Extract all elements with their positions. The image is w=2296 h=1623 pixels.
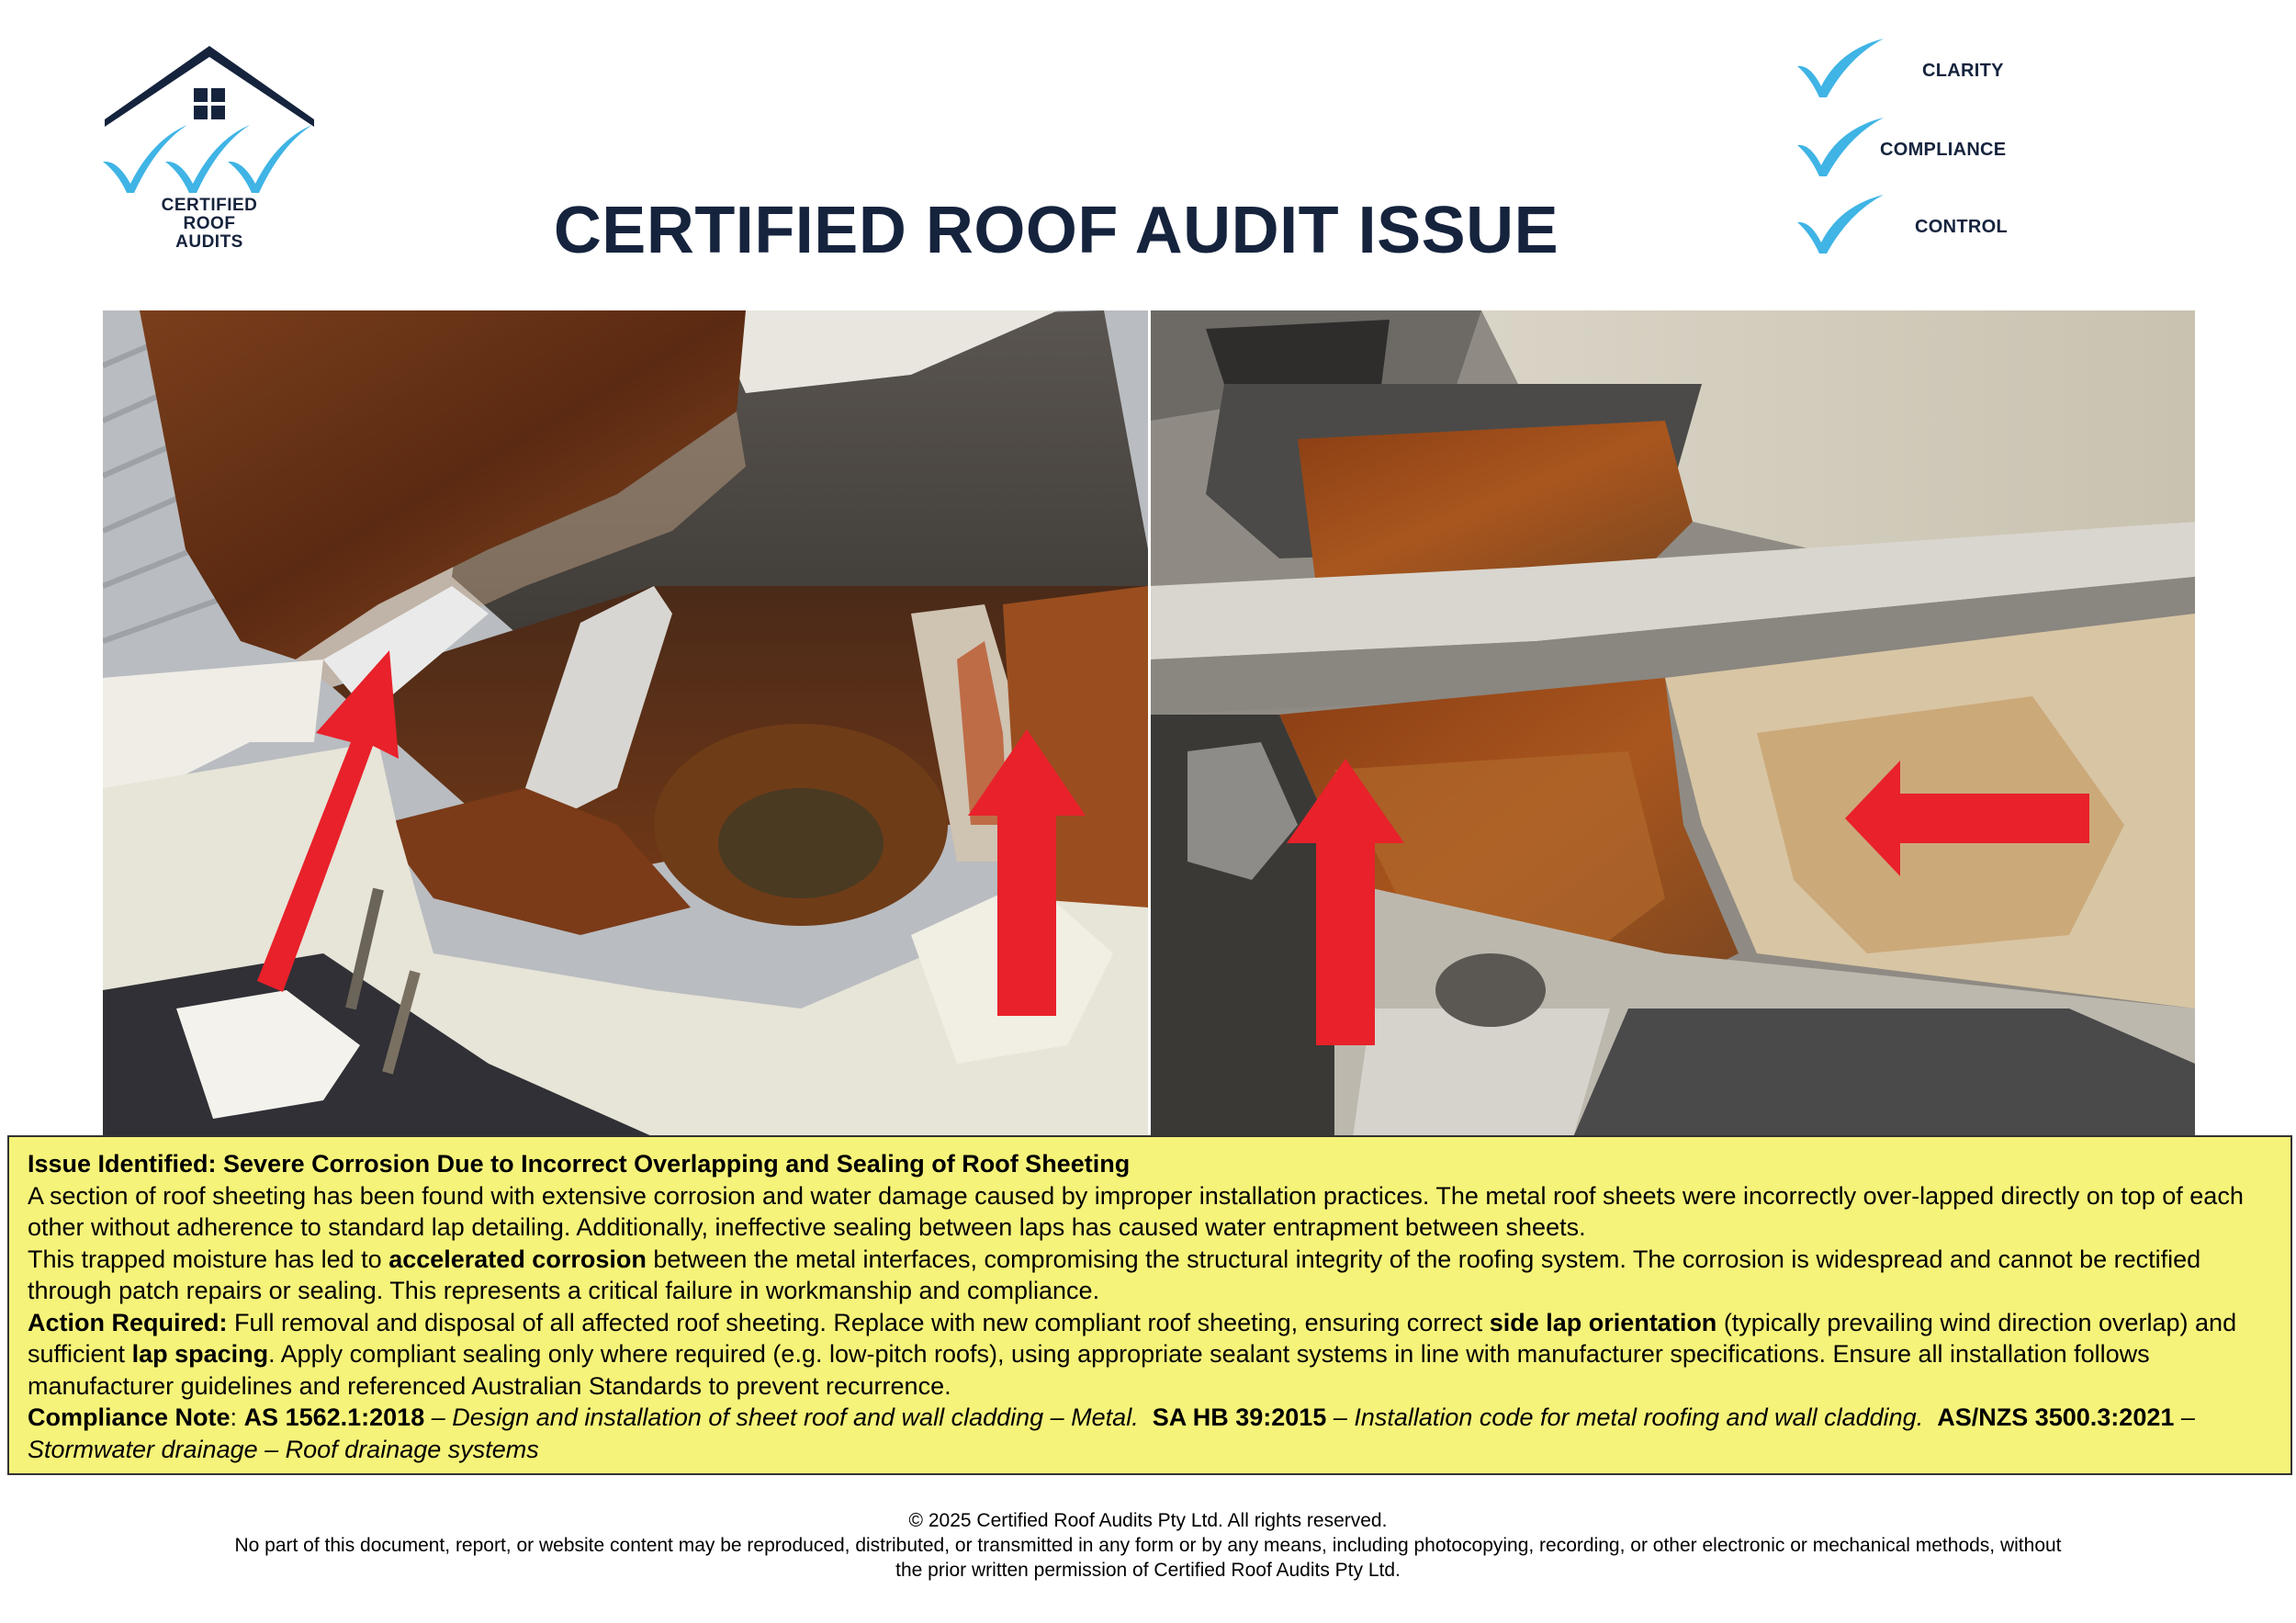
logo-line-2: ROOF	[183, 214, 236, 233]
check-icon	[1795, 35, 1887, 99]
compliance-colon: :	[230, 1403, 244, 1431]
compliance-note	[28, 1402, 2272, 1465]
check-icon	[1795, 191, 1887, 255]
photo-corroded-roof-laps-right	[1151, 310, 2195, 1137]
action-label: Action Required:	[28, 1308, 228, 1336]
pillar-label: COMPLIANCE	[1880, 140, 2007, 160]
rights-notice-line-1: No part of this document, report, or website content may be reproduced, distributed, or transmitted in any form or by any means, including photocopying, recording, or other electronic or mechanical methods, without	[234, 1535, 2062, 1556]
copyright-footer	[0, 1508, 2296, 1583]
pillar-label: CLARITY	[1922, 61, 2004, 81]
action-text-3: . Apply compliant sealing only where required (e.g. low-pitch roofs), using appropriate sealant systems in line with manufacturer specifications. Ensure all installation follows manufacturer guidelines and referenced Australian Standards to prevent recurrence.	[28, 1340, 2150, 1400]
photo-corroded-roof-laps-left	[103, 310, 1148, 1137]
page-title: CERTIFIED ROOF AUDIT ISSUE	[553, 194, 1559, 267]
issue-paragraph-1: A section of roof sheeting has been found with extensive corrosion and water damage caused by improper installation practices. The metal roof sheets were incorrectly over-lapped directly on top of each other without adherence to standard lap detailing. Additionally, ineffective sealing between laps has caused water entrapment between sheets.	[28, 1181, 2244, 1241]
pillar-control	[1795, 191, 2034, 255]
issue-heading-text: Issue Identified: Severe Corrosion Due to Incorrect Overlapping and Sealing of Roof Sheeting	[28, 1150, 1131, 1178]
house-check-logo-icon	[99, 44, 320, 200]
copyright-line: © 2025 Certified Roof Audits Pty Ltd. All rights reserved.	[908, 1510, 1388, 1531]
standard-3-code: AS/NZS 3500.3:2021	[1937, 1403, 2175, 1431]
issue-description-box	[7, 1135, 2292, 1475]
para2-before: This trapped moisture has led to	[28, 1245, 389, 1273]
para2-after: between the metal interfaces, compromising the structural integrity of the roofing system. The corrosion is widespread and cannot be rectified through patch repairs or sealing. This represents a critical failure in workmanship and compliance.	[28, 1245, 2201, 1304]
pillar-compliance	[1795, 114, 2034, 178]
standard-2-code: SA HB 39:2015	[1152, 1403, 1327, 1431]
compliance-label: Compliance Note	[28, 1403, 231, 1431]
action-emphasis-2: lap spacing	[131, 1340, 269, 1368]
standard-3-desc: – Stormwater drainage – Roof drainage systems	[28, 1403, 2195, 1463]
para2-emphasis: accelerated corrosion	[388, 1245, 647, 1273]
standard-2-desc: – Installation code for metal roofing and wall cladding.	[1326, 1403, 1924, 1431]
action-emphasis-1: side lap orientation	[1489, 1308, 1717, 1336]
brand-pillars	[1795, 35, 2034, 265]
check-icon	[1795, 114, 1887, 178]
logo-line-3: AUDITS	[175, 232, 243, 252]
action-text-1: Full removal and disposal of all affected roof sheeting. Replace with new compliant roof sheeting, ensuring correct	[227, 1308, 1490, 1336]
standard-1-code: AS 1562.1:2018	[243, 1403, 425, 1431]
action-required	[28, 1307, 2272, 1403]
issue-heading	[28, 1148, 2272, 1180]
rights-notice-line-2: the prior written permission of Certified Roof Audits Pty Ltd.	[895, 1560, 1401, 1581]
pillar-label: CONTROL	[1915, 217, 2008, 237]
action-text-2: (typically prevailing wind direction overlap) and sufficient	[28, 1308, 2237, 1368]
pillar-clarity	[1795, 35, 2034, 99]
logo-line-1: CERTIFIED	[161, 196, 258, 215]
standard-1-desc: – Design and installation of sheet roof and wall cladding – Metal.	[424, 1403, 1139, 1431]
issue-paragraph-2	[28, 1244, 2272, 1307]
